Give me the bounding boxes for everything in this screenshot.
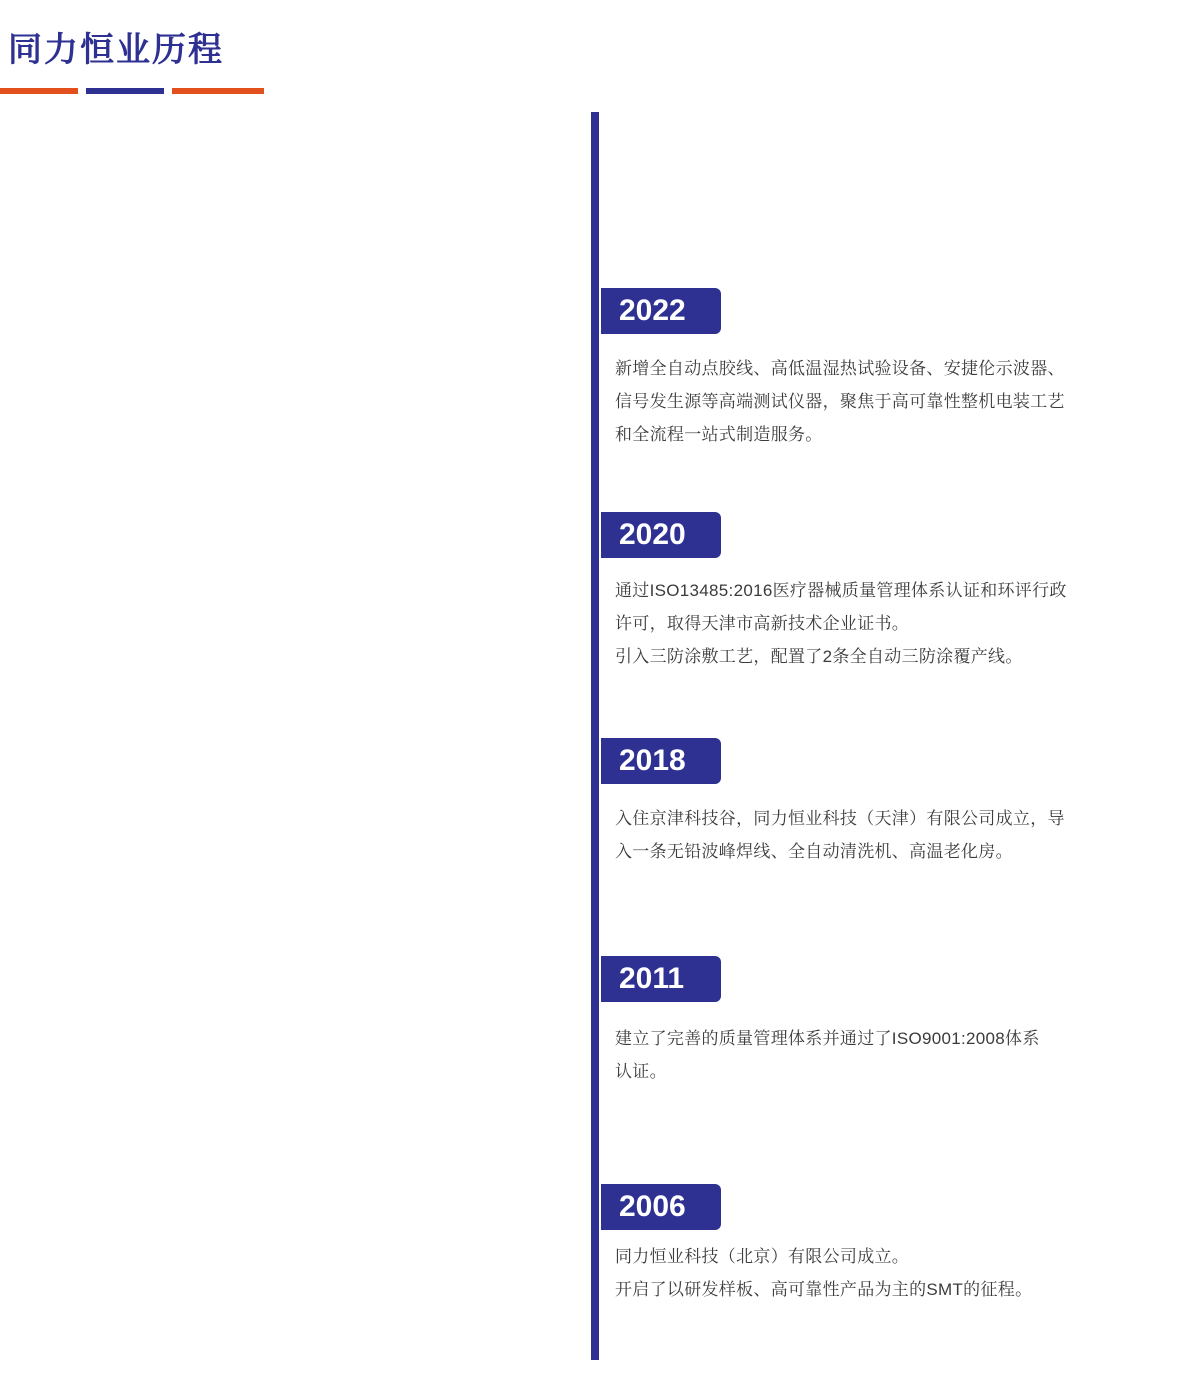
timeline-year-label: 2020 bbox=[601, 512, 721, 558]
timeline-year-label: 2018 bbox=[601, 738, 721, 784]
timeline-entry-line: 新增全自动点胶线、高低温湿热试验设备、安捷伦示波器、 bbox=[615, 359, 1065, 378]
timeline-entry-line: 和全流程一站式制造服务。 bbox=[615, 425, 823, 444]
timeline-entry-line: 认证。 bbox=[615, 1062, 667, 1081]
timeline-entry-line: 入住京津科技谷，同力恒业科技（天津）有限公司成立，导 bbox=[615, 809, 1065, 828]
timeline-entry-line: 引入三防涂敷工艺，配置了2条全自动三防涂覆产线。 bbox=[615, 647, 1023, 666]
timeline-entry-line: 信号发生源等高端测试仪器，聚焦于高可靠性整机电装工艺 bbox=[615, 392, 1065, 411]
timeline-entry-line: 开启了以研发样板、高可靠性产品为主的SMT的征程。 bbox=[615, 1280, 1033, 1299]
timeline-axis bbox=[591, 112, 599, 1360]
timeline-entry-description bbox=[615, 574, 1175, 673]
timeline-year-label: 2022 bbox=[601, 288, 721, 334]
timeline-entry-line: 同力恒业科技（北京）有限公司成立。 bbox=[615, 1247, 910, 1266]
timeline-entry-line: 建立了完善的质量管理体系并通过了ISO9001:2008体系 bbox=[615, 1029, 1040, 1048]
timeline-entry-line: 入一条无铅波峰焊线、全自动清洗机、高温老化房。 bbox=[615, 842, 1013, 861]
timeline-year-label: 2006 bbox=[601, 1184, 721, 1230]
timeline-entry-description bbox=[615, 1240, 1175, 1306]
timeline-entry-line: 通过ISO13485:2016医疗器械质量管理体系认证和环评行政 bbox=[615, 581, 1067, 600]
timeline-entry-description bbox=[615, 1022, 1175, 1088]
page-title: 同力恒业历程 bbox=[8, 31, 224, 69]
timeline-year-label: 2011 bbox=[601, 956, 721, 1002]
timeline-entry-line: 许可，取得天津市高新技术企业证书。 bbox=[615, 614, 910, 633]
timeline-entry-description bbox=[615, 352, 1175, 451]
timeline-entry-description bbox=[615, 802, 1175, 868]
